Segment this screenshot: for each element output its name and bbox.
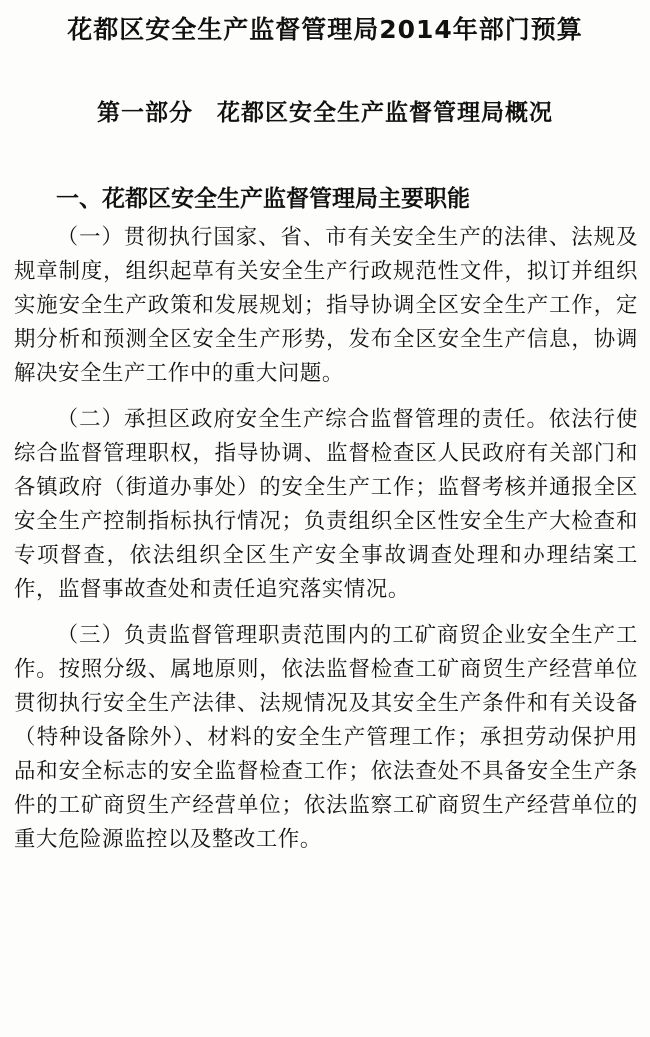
paragraph-2: （二）承担区政府安全生产综合监督管理的责任。依法行使综合监督管理职权，指导协调、监督检查区人民政府有关部门和各镇政府（街道办事处）的安全生产工作；监督考核并通报全区安全生产控制指标执行情况；负责组织全区性安全生产大检查和专项督查，依法组织全区生产安全事故调查处理和办理结案工作，监督事故查处和责任追究落实情况。 bbox=[14, 407, 638, 602]
paragraph-3: （三）负责监督管理职责范围内的工矿商贸企业安全生产工作。按照分级、属地原则，依法监督检查工矿商贸生产经营单位贯彻执行安全生产法律、法规情况及其安全生产条件和有关设备（特种设备除外）、材料的安全生产管理工作；承担劳动保护用品和安全标志的安全监督检查工作；依法查处不具备安全生产条件的工矿商贸生产经营单位；依法监察工矿商贸生产经营单位的重大危险源监控以及整改工作。 bbox=[14, 623, 638, 852]
document-title: 花都区安全生产监督管理局2014年部门预算 bbox=[67, 15, 583, 44]
part-subtitle: 第一部分 花都区安全生产监督管理局概况 bbox=[97, 100, 553, 126]
paragraph-1: （一）贯彻执行国家、省、市有关安全生产的法律、法规及规章制度，组织起草有关安全生产行政规范性文件，拟订并组织实施安全生产政策和发展规划；指导协调全区安全生产工作，定期分析和预测全区安全生产形势，发布全区安全生产信息，协调解决安全生产工作中的重大问题。 bbox=[14, 225, 638, 386]
body-text bbox=[14, 221, 638, 869]
section-heading: 一、花都区安全生产监督管理局主要职能 bbox=[56, 186, 470, 212]
